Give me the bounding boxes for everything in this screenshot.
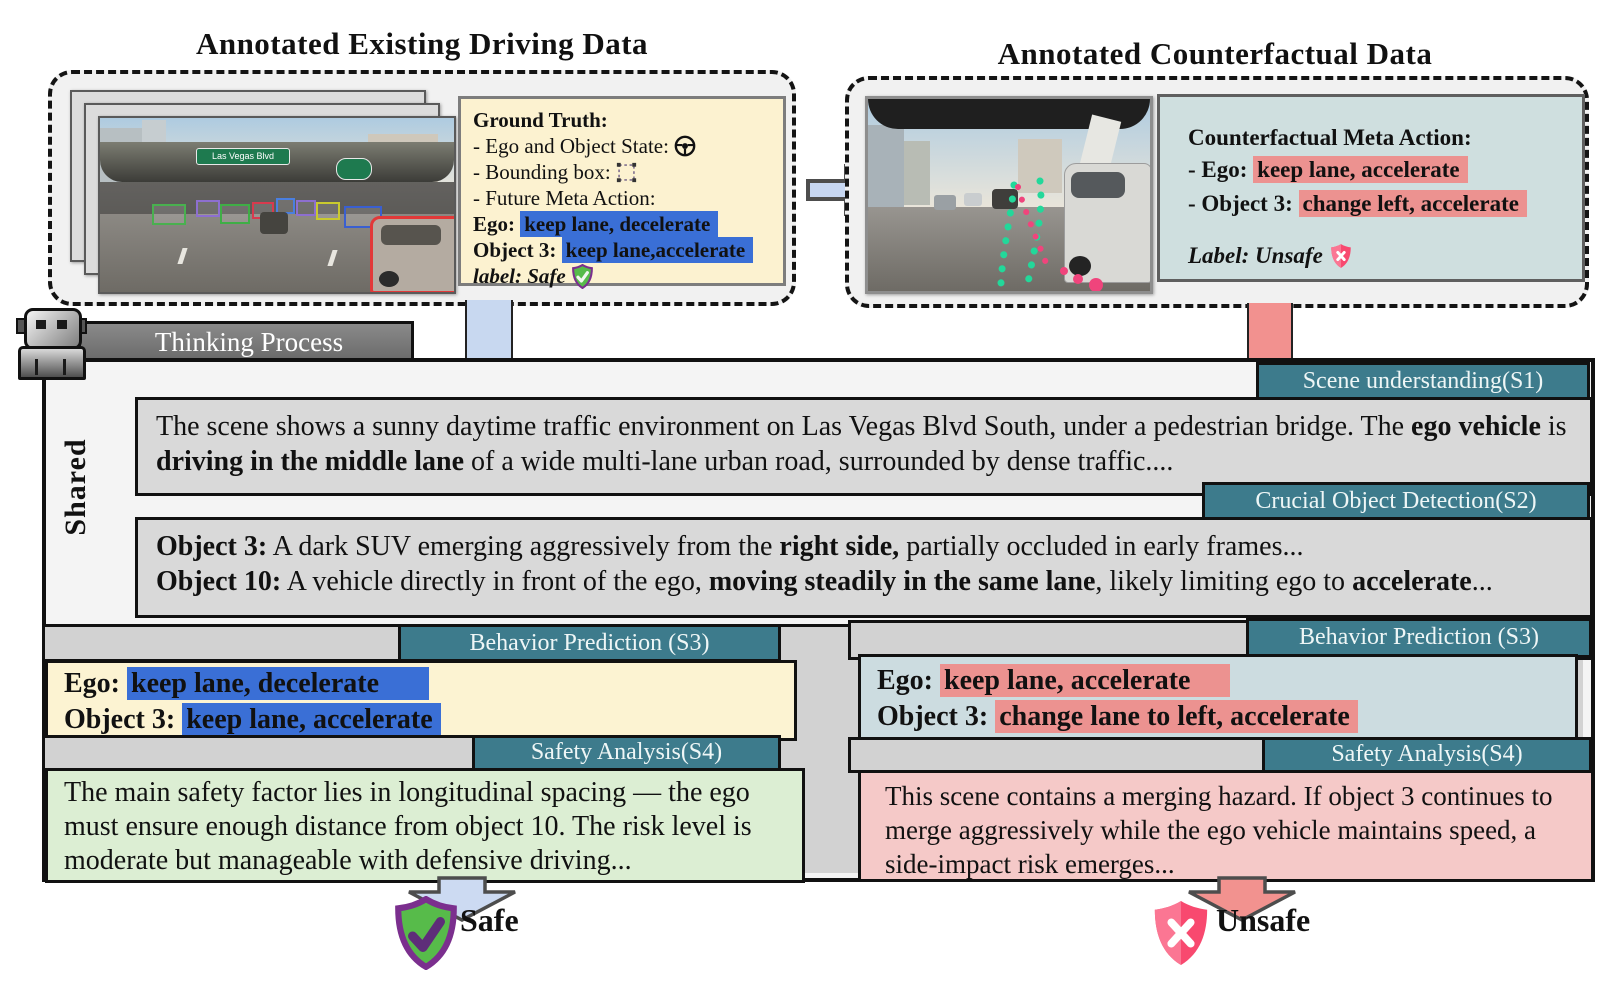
crucial-object-detection-text: [135, 517, 1593, 618]
scene-understanding-text: The scene shows a sunny daytime traffic environment on Las Vegas Blvd South, under a pedestrian bridge. The ego vehicle is driving in the middle lane of a wide multi-lane urban road, surrounded by dense traffic....: [135, 397, 1593, 496]
vehicle-bbox: [316, 202, 340, 220]
shield-check-icon: [571, 264, 594, 289]
left-behavior-prediction-box: [45, 660, 797, 741]
object10-description: Object 10: A vehicle directly in front of the ego, moving steadily in the same lane, likely limiting ego to accelerate...: [156, 566, 1493, 597]
ego-action-highlight: keep lane, accelerate: [1253, 156, 1467, 183]
right-safety-analysis-box: This scene contains a merging hazard. If object 3 continues to merge aggressively while the ego vehicle maintains speed, a side-impact risk emerges...: [858, 770, 1594, 882]
steering-wheel-icon: [674, 135, 696, 157]
counterfactual-ego-line: - Ego: keep lane, accelerate: [1188, 153, 1572, 187]
vehicle-bbox: [196, 200, 220, 217]
robot-icon: [16, 300, 86, 378]
safe-verdict-label: Safe: [460, 902, 519, 938]
ground-truth-item-bbox: - Bounding box:: [473, 159, 773, 185]
ego-prediction-line: Ego: keep lane, accelerate: [877, 663, 1575, 699]
robot-eye: [57, 320, 67, 329]
object3-description: Object 3: A dark SUV emerging aggressively from the right side, partially occluded in early frames...: [156, 531, 1304, 562]
object-action-highlight: keep lane, accelerate: [182, 703, 440, 736]
connector-counterfactual-to-process: [1247, 303, 1293, 360]
driving-scene: [100, 118, 454, 292]
counterfactual-heading: Counterfactual Meta Action:: [1188, 125, 1472, 150]
bounding-box-icon: [616, 162, 637, 183]
crucial-object-detection-label: Crucial Object Detection(S2): [1202, 482, 1590, 520]
ground-truth-heading: Ground Truth:: [473, 108, 608, 132]
ground-truth-ego-line: Ego: keep lane, decelerate: [473, 211, 773, 237]
driving-photo: [98, 116, 456, 294]
ground-truth-item-state: - Ego and Object State:: [473, 133, 773, 159]
thinking-process-bar: Thinking Process: [78, 321, 414, 363]
robot-body: [18, 346, 86, 380]
street-sign: Las Vegas Blvd: [196, 148, 290, 165]
trajectory-overlay: [868, 99, 1150, 291]
counterfactual-panel: [845, 76, 1589, 308]
robot-arm: [63, 359, 66, 375]
left-behavior-prediction-label: Behavior Prediction (S3): [398, 624, 781, 662]
unsafe-verdict-label: Unsafe: [1216, 902, 1311, 938]
robot-eye: [36, 320, 46, 329]
lead-vehicle: [260, 212, 288, 234]
vehicle-bbox: [296, 200, 316, 216]
counterfactual-object-line: - Object 3: change left, accelerate: [1188, 187, 1572, 221]
ego-action-highlight: keep lane, decelerate: [127, 667, 429, 700]
connector-existing-to-process: [465, 300, 513, 360]
suv-wheel: [379, 271, 399, 287]
left-safety-analysis-box: The main safety factor lies in longitudinal spacing — the ego must ensure enough distance from object 10. The risk level is moderate but manageable with defensive driving...: [45, 768, 805, 883]
ground-truth-object-line: Object 3: keep lane,accelerate: [473, 237, 773, 263]
right-safety-analysis-label: Safety Analysis(S4): [1262, 737, 1592, 773]
vehicle-bbox: [152, 204, 186, 225]
object3-suv: [370, 216, 454, 292]
suv-window: [381, 225, 441, 245]
left-safety-analysis-label: Safety Analysis(S4): [472, 735, 781, 771]
title-counterfactual-data: Annotated Counterfactual Data: [997, 36, 1433, 71]
object-prediction-line: Object 3: change lane to left, accelerate: [877, 699, 1575, 735]
vehicle-bbox: [220, 204, 250, 224]
counterfactual-scene: [868, 99, 1150, 291]
robot-head: [24, 308, 82, 350]
street-sign-small: [336, 158, 372, 180]
ground-truth-safety-line: label: Safe: [473, 263, 773, 289]
counterfactual-photo: [865, 96, 1153, 294]
ego-action-highlight: keep lane, decelerate: [520, 211, 718, 237]
counterfactual-safety-line: Label: Unsafe: [1188, 239, 1572, 273]
robot-arm: [35, 359, 38, 375]
ground-truth-box: [458, 96, 786, 286]
existing-data-panel: [48, 70, 796, 306]
shared-label: Shared: [59, 438, 92, 536]
object-action-highlight: change lane to left, accelerate: [995, 700, 1358, 733]
right-behavior-prediction-label: Behavior Prediction (S3): [1246, 618, 1592, 658]
scene-understanding-label: Scene understanding(S1): [1256, 362, 1590, 400]
object-action-highlight: change left, accelerate: [1299, 190, 1527, 217]
title-existing-data: Annotated Existing Driving Data: [195, 26, 649, 61]
right-behavior-prediction-box: [858, 654, 1578, 742]
ego-action-highlight: keep lane, accelerate: [940, 664, 1230, 697]
ego-prediction-line: Ego: keep lane, decelerate: [64, 666, 794, 702]
ground-truth-item-meta: - Future Meta Action:: [473, 186, 656, 210]
shield-x-icon: [1329, 243, 1353, 269]
safe-shield-icon: [392, 896, 460, 970]
object-prediction-line: Object 3: keep lane, accelerate: [64, 702, 794, 738]
counterfactual-meta-box: [1157, 94, 1585, 282]
unsafe-shield-icon: [1150, 898, 1212, 968]
object-action-highlight: keep lane,accelerate: [562, 237, 754, 263]
driving-photo-stack: [70, 90, 470, 296]
